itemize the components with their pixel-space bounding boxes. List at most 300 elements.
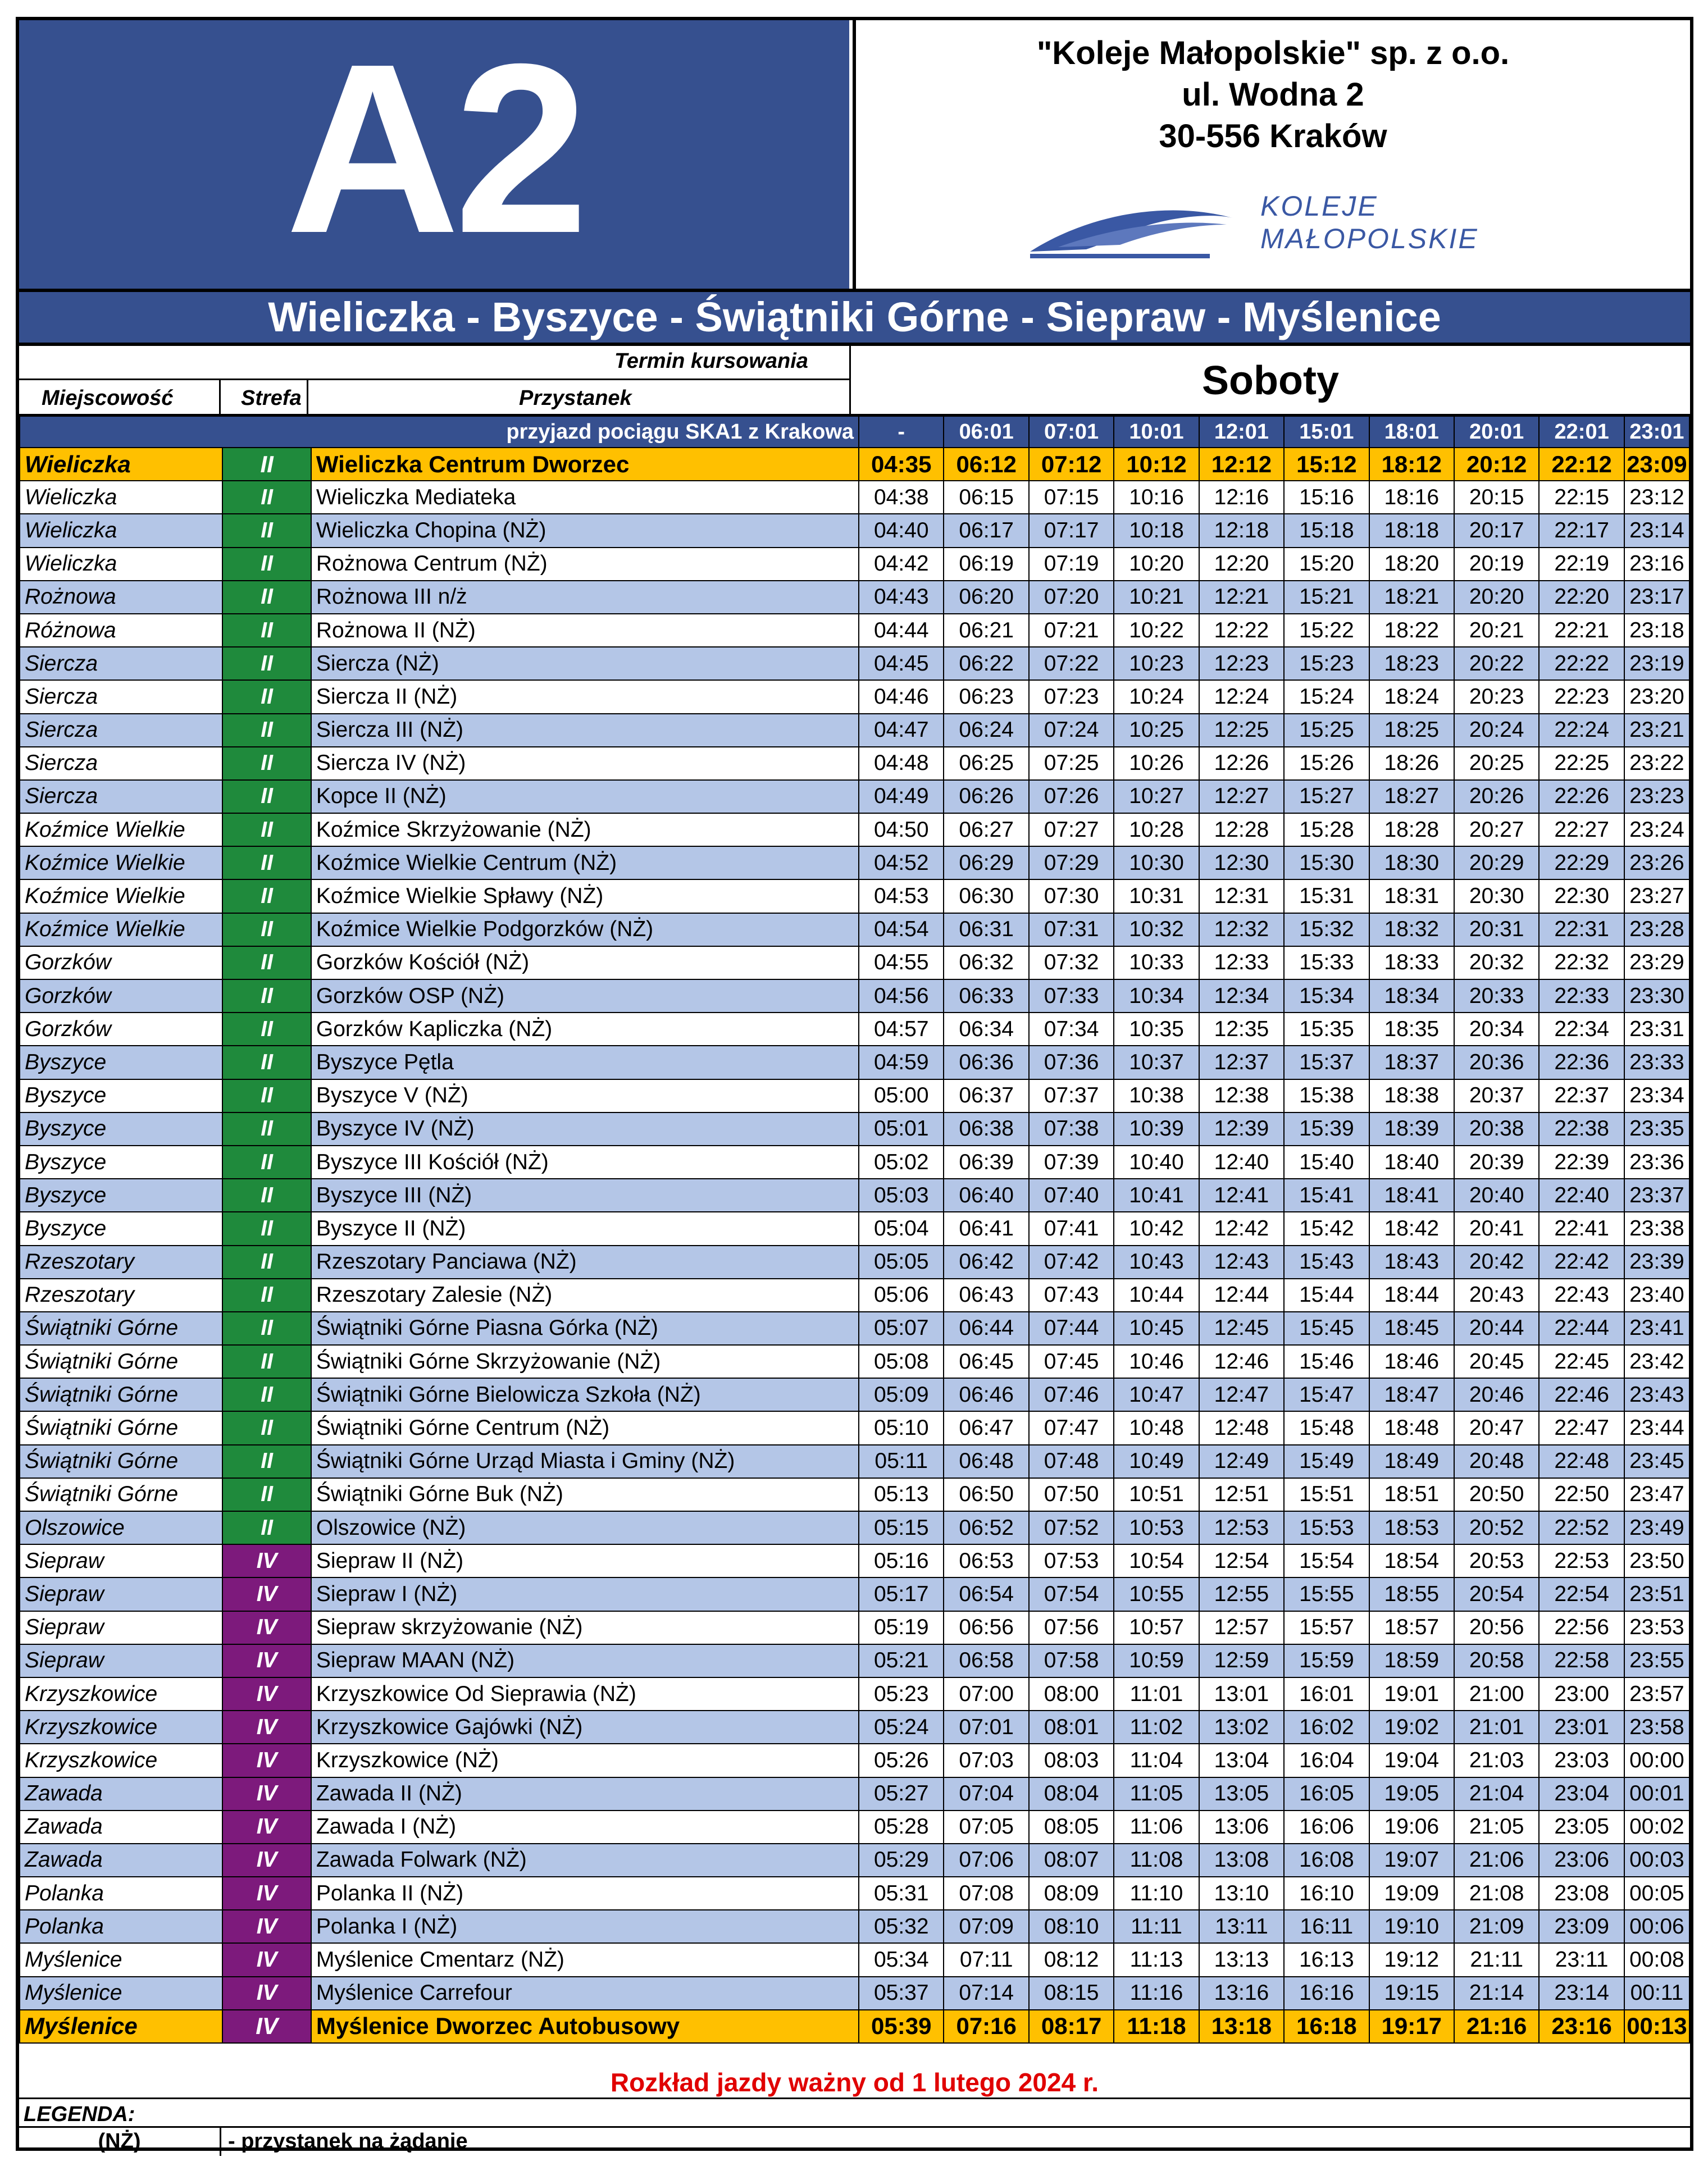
locality-cell: Wieliczka <box>20 448 222 481</box>
legend-description: - przystanek na żądanie <box>228 2129 468 2153</box>
zone-cell: II <box>222 1445 311 1478</box>
table-subheader <box>19 346 1690 416</box>
table-row <box>20 481 1689 514</box>
departure-time-cell: 05:08 <box>859 1345 944 1378</box>
stop-name-cell: Gorzków OSP (NŻ) <box>311 979 859 1013</box>
stop-name-cell: Myślenice Carrefour <box>311 1977 859 2010</box>
departure-time-cell: 13:11 <box>1199 1910 1284 1943</box>
departure-time-cell: 19:01 <box>1369 1677 1454 1711</box>
departure-time-cell: 18:23 <box>1369 647 1454 680</box>
departure-time-cell: 05:34 <box>859 1943 944 1976</box>
departure-time-cell: 07:43 <box>1029 1279 1114 1312</box>
zone-cell: II <box>222 846 311 879</box>
company-address <box>856 20 1690 157</box>
departure-time-cell: 13:05 <box>1199 1777 1284 1811</box>
table-row <box>20 1478 1689 1511</box>
departure-time-cell: 10:24 <box>1114 680 1199 713</box>
departure-time-cell: 05:03 <box>859 1179 944 1212</box>
departure-time-cell: 00:11 <box>1624 1977 1689 2010</box>
departure-time-cell: 08:05 <box>1029 1811 1114 1844</box>
departure-time-cell: 05:16 <box>859 1544 944 1577</box>
departure-time-cell: 05:24 <box>859 1711 944 1744</box>
departure-time-cell: 16:01 <box>1284 1677 1369 1711</box>
departure-time-cell: 22:54 <box>1539 1577 1624 1611</box>
departure-time-cell: 05:17 <box>859 1577 944 1611</box>
col-miejscowosc: Miejscowość <box>42 386 174 410</box>
departure-time-cell: 08:01 <box>1029 1711 1114 1744</box>
departure-time-cell: 11:06 <box>1114 1811 1199 1844</box>
table-row <box>20 747 1689 780</box>
departure-time-cell: 04:47 <box>859 714 944 747</box>
stop-name-cell: Koźmice Wielkie Centrum (NŻ) <box>311 846 859 879</box>
departure-time-cell: 15:49 <box>1284 1445 1369 1478</box>
departure-time-cell: 05:21 <box>859 1644 944 1677</box>
stop-name-cell: Siepraw II (NŻ) <box>311 1544 859 1577</box>
departure-time-cell: 05:07 <box>859 1312 944 1345</box>
departure-time-cell: 00:02 <box>1624 1811 1689 1844</box>
departure-time-cell: 07:47 <box>1029 1411 1114 1444</box>
stop-name-cell: Świątniki Górne Buk (NŻ) <box>311 1478 859 1511</box>
route-title: Wieliczka - Byszyce - Świątniki Górne - Siepraw - Myślenice <box>19 289 1690 346</box>
departure-time-cell: 07:20 <box>1029 581 1114 614</box>
stop-name-cell: Byszyce III Kościół (NŻ) <box>311 1146 859 1179</box>
table-row <box>20 1112 1689 1146</box>
departure-time-cell: 00:01 <box>1624 1777 1689 1811</box>
departure-time-cell: 23:14 <box>1624 514 1689 547</box>
departure-time-cell: 20:38 <box>1454 1112 1539 1146</box>
departure-time-cell: 20:41 <box>1454 1212 1539 1245</box>
departure-time-cell: 23:19 <box>1624 647 1689 680</box>
departure-time-cell: 12:47 <box>1199 1378 1284 1411</box>
departure-time-cell: 12:16 <box>1199 481 1284 514</box>
departure-time-cell: 04:48 <box>859 747 944 780</box>
departure-time-cell: 23:22 <box>1624 747 1689 780</box>
departure-time-cell: 07:22 <box>1029 647 1114 680</box>
company-name: "Koleje Małopolskie" sp. z o.o. <box>1036 35 1510 71</box>
departure-time-cell: 23:57 <box>1624 1677 1689 1711</box>
table-row <box>20 979 1689 1013</box>
departure-time-cell: 05:10 <box>859 1411 944 1444</box>
departure-time-cell: 08:07 <box>1029 1844 1114 1877</box>
departure-time-cell: 13:18 <box>1199 2010 1284 2043</box>
departure-time-cell: 18:26 <box>1369 747 1454 780</box>
stop-name-cell: Wieliczka Mediateka <box>311 481 859 514</box>
table-row <box>20 714 1689 747</box>
departure-time-cell: 23:58 <box>1624 1711 1689 1744</box>
departure-time-cell: 21:04 <box>1454 1777 1539 1811</box>
arrival-time: 07:01 <box>1029 416 1114 448</box>
departure-time-cell: 18:32 <box>1369 913 1454 946</box>
departure-time-cell: 11:08 <box>1114 1844 1199 1877</box>
departure-time-cell: 23:21 <box>1624 714 1689 747</box>
zone-cell: II <box>222 514 311 547</box>
locality-cell: Olszowice <box>20 1511 222 1544</box>
stop-name-cell: Wieliczka Chopina (NŻ) <box>311 514 859 547</box>
departure-time-cell: 19:09 <box>1369 1877 1454 1910</box>
locality-cell: Byszyce <box>20 1046 222 1079</box>
departure-time-cell: 12:24 <box>1199 680 1284 713</box>
departure-time-cell: 12:21 <box>1199 581 1284 614</box>
departure-time-cell: 16:06 <box>1284 1811 1369 1844</box>
locality-cell: Koźmice Wielkie <box>20 913 222 946</box>
stop-name-cell: Byszyce III (NŻ) <box>311 1179 859 1212</box>
departure-time-cell: 07:04 <box>944 1777 1028 1811</box>
departure-time-cell: 10:27 <box>1114 780 1199 813</box>
locality-cell: Krzyszkowice <box>20 1744 222 1777</box>
departure-time-cell: 00:00 <box>1624 1744 1689 1777</box>
table-row <box>20 1744 1689 1777</box>
locality-cell: Siepraw <box>20 1611 222 1644</box>
departure-time-cell: 15:25 <box>1284 714 1369 747</box>
departure-time-cell: 07:54 <box>1029 1577 1114 1611</box>
locality-cell: Siercza <box>20 680 222 713</box>
train-arrival-row <box>20 416 1689 448</box>
legend-symbol: (NŻ) <box>19 2128 221 2156</box>
departure-time-cell: 21:08 <box>1454 1877 1539 1910</box>
departure-time-cell: 18:59 <box>1369 1644 1454 1677</box>
departure-time-cell: 06:52 <box>944 1511 1028 1544</box>
departure-time-cell: 13:06 <box>1199 1811 1284 1844</box>
departure-time-cell: 08:00 <box>1029 1677 1114 1711</box>
departure-time-cell: 10:16 <box>1114 481 1199 514</box>
departure-time-cell: 10:57 <box>1114 1611 1199 1644</box>
departure-time-cell: 08:15 <box>1029 1977 1114 2010</box>
zone-cell: II <box>222 1312 311 1345</box>
departure-time-cell: 10:32 <box>1114 913 1199 946</box>
departure-time-cell: 21:03 <box>1454 1744 1539 1777</box>
departure-time-cell: 06:33 <box>944 979 1028 1013</box>
departure-time-cell: 06:42 <box>944 1246 1028 1279</box>
zone-cell: II <box>222 813 311 846</box>
departure-time-cell: 04:45 <box>859 647 944 680</box>
locality-cell: Gorzków <box>20 979 222 1013</box>
departure-time-cell: 15:39 <box>1284 1112 1369 1146</box>
departure-time-cell: 10:48 <box>1114 1411 1199 1444</box>
departure-time-cell: 23:01 <box>1539 1711 1624 1744</box>
zone-cell: IV <box>222 1977 311 2010</box>
departure-time-cell: 06:19 <box>944 548 1028 581</box>
locality-cell: Rożnowa <box>20 581 222 614</box>
departure-time-cell: 20:36 <box>1454 1046 1539 1079</box>
departure-time-cell: 20:17 <box>1454 514 1539 547</box>
departure-time-cell: 23:05 <box>1539 1811 1624 1844</box>
departure-time-cell: 10:41 <box>1114 1179 1199 1212</box>
departure-time-cell: 23:00 <box>1539 1677 1624 1711</box>
departure-time-cell: 05:19 <box>859 1611 944 1644</box>
stop-name-cell: Wieliczka Centrum Dworzec <box>311 448 859 481</box>
departure-time-cell: 06:43 <box>944 1279 1028 1312</box>
locality-cell: Świątniki Górne <box>20 1378 222 1411</box>
departure-time-cell: 20:52 <box>1454 1511 1539 1544</box>
stop-name-cell: Myślenice Dworzec Autobusowy <box>311 2010 859 2043</box>
departure-time-cell: 12:39 <box>1199 1112 1284 1146</box>
table-row <box>20 1411 1689 1444</box>
zone-cell: IV <box>222 1844 311 1877</box>
departure-time-cell: 12:26 <box>1199 747 1284 780</box>
departure-time-cell: 15:57 <box>1284 1611 1369 1644</box>
departure-time-cell: 18:39 <box>1369 1112 1454 1146</box>
departure-time-cell: 18:37 <box>1369 1046 1454 1079</box>
departure-time-cell: 22:32 <box>1539 946 1624 979</box>
departure-time-cell: 06:30 <box>944 879 1028 913</box>
locality-cell: Siercza <box>20 714 222 747</box>
departure-time-cell: 22:40 <box>1539 1179 1624 1212</box>
stop-name-cell: Rożnowa II (NŻ) <box>311 614 859 647</box>
locality-cell: Rzeszotary <box>20 1279 222 1312</box>
departure-time-cell: 10:21 <box>1114 581 1199 614</box>
table-row <box>20 780 1689 813</box>
zone-cell: II <box>222 1013 311 1046</box>
zone-cell: IV <box>222 1777 311 1811</box>
departure-time-cell: 18:44 <box>1369 1279 1454 1312</box>
departure-time-cell: 20:26 <box>1454 780 1539 813</box>
departure-time-cell: 12:12 <box>1199 448 1284 481</box>
departure-time-cell: 12:59 <box>1199 1644 1284 1677</box>
departure-time-cell: 18:47 <box>1369 1378 1454 1411</box>
locality-cell: Świątniki Górne <box>20 1445 222 1478</box>
table-row <box>20 913 1689 946</box>
departure-time-cell: 23:39 <box>1624 1246 1689 1279</box>
departure-time-cell: 10:47 <box>1114 1378 1199 1411</box>
departure-time-cell: 06:38 <box>944 1112 1028 1146</box>
departure-time-cell: 12:28 <box>1199 813 1284 846</box>
departure-time-cell: 05:02 <box>859 1146 944 1179</box>
departure-time-cell: 10:31 <box>1114 879 1199 913</box>
legend-row <box>19 2126 1690 2154</box>
departure-time-cell: 15:34 <box>1284 979 1369 1013</box>
departure-time-cell: 07:58 <box>1029 1644 1114 1677</box>
stop-name-cell: Krzyszkowice Gajówki (NŻ) <box>311 1711 859 1744</box>
departure-time-cell: 12:53 <box>1199 1511 1284 1544</box>
zone-cell: IV <box>222 1910 311 1943</box>
stop-name-cell: Siepraw I (NŻ) <box>311 1577 859 1611</box>
departure-time-cell: 20:47 <box>1454 1411 1539 1444</box>
departure-time-cell: 23:09 <box>1539 1910 1624 1943</box>
departure-time-cell: 15:41 <box>1284 1179 1369 1212</box>
departure-time-cell: 21:14 <box>1454 1977 1539 2010</box>
departure-time-cell: 06:27 <box>944 813 1028 846</box>
departure-time-cell: 23:40 <box>1624 1279 1689 1312</box>
departure-time-cell: 23:36 <box>1624 1146 1689 1179</box>
departure-time-cell: 22:53 <box>1539 1544 1624 1577</box>
departure-time-cell: 18:46 <box>1369 1345 1454 1378</box>
stop-name-cell: Świątniki Górne Skrzyżowanie (NŻ) <box>311 1345 859 1378</box>
departure-time-cell: 15:22 <box>1284 614 1369 647</box>
departure-time-cell: 04:56 <box>859 979 944 1013</box>
locality-cell: Świątniki Górne <box>20 1345 222 1378</box>
departure-time-cell: 10:53 <box>1114 1511 1199 1544</box>
table-row <box>20 581 1689 614</box>
stop-name-cell: Świątniki Górne Urząd Miasta i Gminy (NŻ) <box>311 1445 859 1478</box>
departure-time-cell: 06:41 <box>944 1212 1028 1245</box>
departure-time-cell: 10:55 <box>1114 1577 1199 1611</box>
stop-name-cell: Gorzków Kościół (NŻ) <box>311 946 859 979</box>
departure-time-cell: 20:50 <box>1454 1478 1539 1511</box>
zone-cell: IV <box>222 1577 311 1611</box>
departure-time-cell: 10:28 <box>1114 813 1199 846</box>
departure-time-cell: 07:03 <box>944 1744 1028 1777</box>
departure-time-cell: 23:08 <box>1539 1877 1624 1910</box>
departure-time-cell: 20:32 <box>1454 946 1539 979</box>
departure-time-cell: 10:18 <box>1114 514 1199 547</box>
departure-time-cell: 05:39 <box>859 2010 944 2043</box>
table-row <box>20 448 1689 481</box>
departure-time-cell: 13:16 <box>1199 1977 1284 2010</box>
departure-time-cell: 21:09 <box>1454 1910 1539 1943</box>
departure-time-cell: 08:10 <box>1029 1910 1114 1943</box>
departure-time-cell: 13:02 <box>1199 1711 1284 1744</box>
stop-name-cell: Siercza III (NŻ) <box>311 714 859 747</box>
departure-time-cell: 18:57 <box>1369 1611 1454 1644</box>
departure-time-cell: 20:43 <box>1454 1279 1539 1312</box>
table-row <box>20 1644 1689 1677</box>
zone-cell: II <box>222 1345 311 1378</box>
arrival-time: 22:01 <box>1539 416 1624 448</box>
departure-time-cell: 21:16 <box>1454 2010 1539 2043</box>
departure-time-cell: 22:47 <box>1539 1411 1624 1444</box>
company-city: 30-556 Kraków <box>1159 118 1387 154</box>
departure-time-cell: 20:19 <box>1454 548 1539 581</box>
departure-time-cell: 07:19 <box>1029 548 1114 581</box>
table-row <box>20 1212 1689 1245</box>
stop-name-cell: Byszyce IV (NŻ) <box>311 1112 859 1146</box>
zone-cell: II <box>222 481 311 514</box>
departure-time-cell: 19:10 <box>1369 1910 1454 1943</box>
zone-cell: II <box>222 1279 311 1312</box>
departure-time-cell: 06:32 <box>944 946 1028 979</box>
departure-time-cell: 11:10 <box>1114 1877 1199 1910</box>
zone-cell: II <box>222 1146 311 1179</box>
locality-cell: Koźmice Wielkie <box>20 879 222 913</box>
departure-time-cell: 23:31 <box>1624 1013 1689 1046</box>
departure-time-cell: 12:51 <box>1199 1478 1284 1511</box>
departure-time-cell: 23:18 <box>1624 614 1689 647</box>
departure-time-cell: 12:27 <box>1199 780 1284 813</box>
zone-cell: II <box>222 1378 311 1411</box>
departure-time-cell: 10:30 <box>1114 846 1199 879</box>
departure-time-cell: 10:26 <box>1114 747 1199 780</box>
departure-time-cell: 18:31 <box>1369 879 1454 913</box>
departure-time-cell: 22:36 <box>1539 1046 1624 1079</box>
departure-time-cell: 20:29 <box>1454 846 1539 879</box>
departure-time-cell: 22:17 <box>1539 514 1624 547</box>
departure-time-cell: 15:26 <box>1284 747 1369 780</box>
departure-time-cell: 15:24 <box>1284 680 1369 713</box>
departure-time-cell: 23:44 <box>1624 1411 1689 1444</box>
departure-time-cell: 12:31 <box>1199 879 1284 913</box>
departure-time-cell: 06:22 <box>944 647 1028 680</box>
departure-time-cell: 22:33 <box>1539 979 1624 1013</box>
departure-time-cell: 05:11 <box>859 1445 944 1478</box>
locality-cell: Zawada <box>20 1844 222 1877</box>
table-row <box>20 813 1689 846</box>
departure-time-cell: 04:38 <box>859 481 944 514</box>
departure-time-cell: 12:32 <box>1199 913 1284 946</box>
departure-time-cell: 05:01 <box>859 1112 944 1146</box>
zone-cell: II <box>222 581 311 614</box>
departure-time-cell: 12:46 <box>1199 1345 1284 1378</box>
stop-name-cell: Siercza II (NŻ) <box>311 680 859 713</box>
departure-time-cell: 13:01 <box>1199 1677 1284 1711</box>
departure-time-cell: 07:31 <box>1029 913 1114 946</box>
departure-time-cell: 06:40 <box>944 1179 1028 1212</box>
locality-cell: Rzeszotary <box>20 1246 222 1279</box>
departure-time-cell: 12:23 <box>1199 647 1284 680</box>
departure-time-cell: 20:39 <box>1454 1146 1539 1179</box>
locality-cell: Siercza <box>20 780 222 813</box>
zone-cell: IV <box>222 1943 311 1976</box>
zone-cell: II <box>222 1179 311 1212</box>
departure-time-cell: 06:12 <box>944 448 1028 481</box>
departure-time-cell: 20:54 <box>1454 1577 1539 1611</box>
departure-time-cell: 15:45 <box>1284 1312 1369 1345</box>
departure-time-cell: 07:16 <box>944 2010 1028 2043</box>
koleje-malopolskie-logo <box>1024 184 1513 280</box>
departure-time-cell: 20:22 <box>1454 647 1539 680</box>
departure-time-cell: 05:26 <box>859 1744 944 1777</box>
company-panel <box>853 20 1690 289</box>
service-day: Soboty <box>849 346 1690 416</box>
departure-time-cell: 23:51 <box>1624 1577 1689 1611</box>
logo-text-line2: MAŁOPOLSKIE <box>1260 223 1479 254</box>
departure-time-cell: 23:50 <box>1624 1544 1689 1577</box>
table-row <box>20 548 1689 581</box>
table-row <box>20 1511 1689 1544</box>
locality-cell: Krzyszkowice <box>20 1677 222 1711</box>
departure-time-cell: 05:27 <box>859 1777 944 1811</box>
departure-time-cell: 23:28 <box>1624 913 1689 946</box>
departure-time-cell: 22:26 <box>1539 780 1624 813</box>
locality-cell: Byszyce <box>20 1079 222 1112</box>
locality-cell: Gorzków <box>20 946 222 979</box>
departure-time-cell: 23:06 <box>1539 1844 1624 1877</box>
departure-time-cell: 20:30 <box>1454 879 1539 913</box>
departure-time-cell: 22:52 <box>1539 1511 1624 1544</box>
departure-time-cell: 13:10 <box>1199 1877 1284 1910</box>
departure-time-cell: 21:01 <box>1454 1711 1539 1744</box>
zone-cell: II <box>222 1112 311 1146</box>
departure-time-cell: 13:13 <box>1199 1943 1284 1976</box>
departure-time-cell: 10:34 <box>1114 979 1199 1013</box>
stop-name-cell: Siercza IV (NŻ) <box>311 747 859 780</box>
departure-time-cell: 20:44 <box>1454 1312 1539 1345</box>
departure-time-cell: 06:24 <box>944 714 1028 747</box>
departure-time-cell: 12:34 <box>1199 979 1284 1013</box>
stop-name-cell: Koźmice Skrzyżowanie (NŻ) <box>311 813 859 846</box>
departure-time-cell: 16:02 <box>1284 1711 1369 1744</box>
departure-time-cell: 07:21 <box>1029 614 1114 647</box>
table-row <box>20 1711 1689 1744</box>
departure-time-cell: 11:05 <box>1114 1777 1199 1811</box>
departure-time-cell: 12:33 <box>1199 946 1284 979</box>
departure-time-cell: 04:55 <box>859 946 944 979</box>
departure-time-cell: 11:18 <box>1114 2010 1199 2043</box>
departure-time-cell: 15:18 <box>1284 514 1369 547</box>
departure-time-cell: 21:11 <box>1454 1943 1539 1976</box>
departure-time-cell: 20:21 <box>1454 614 1539 647</box>
departure-time-cell: 07:39 <box>1029 1146 1114 1179</box>
departure-time-cell: 16:16 <box>1284 1977 1369 2010</box>
departure-time-cell: 07:52 <box>1029 1511 1114 1544</box>
logo-text-line1: KOLEJE <box>1260 190 1378 222</box>
departure-time-cell: 18:53 <box>1369 1511 1454 1544</box>
departure-time-cell: 20:40 <box>1454 1179 1539 1212</box>
table-row <box>20 879 1689 913</box>
stop-name-cell: Byszyce II (NŻ) <box>311 1212 859 1245</box>
departure-time-cell: 23:26 <box>1624 846 1689 879</box>
departure-time-cell: 12:49 <box>1199 1445 1284 1478</box>
departure-time-cell: 04:57 <box>859 1013 944 1046</box>
